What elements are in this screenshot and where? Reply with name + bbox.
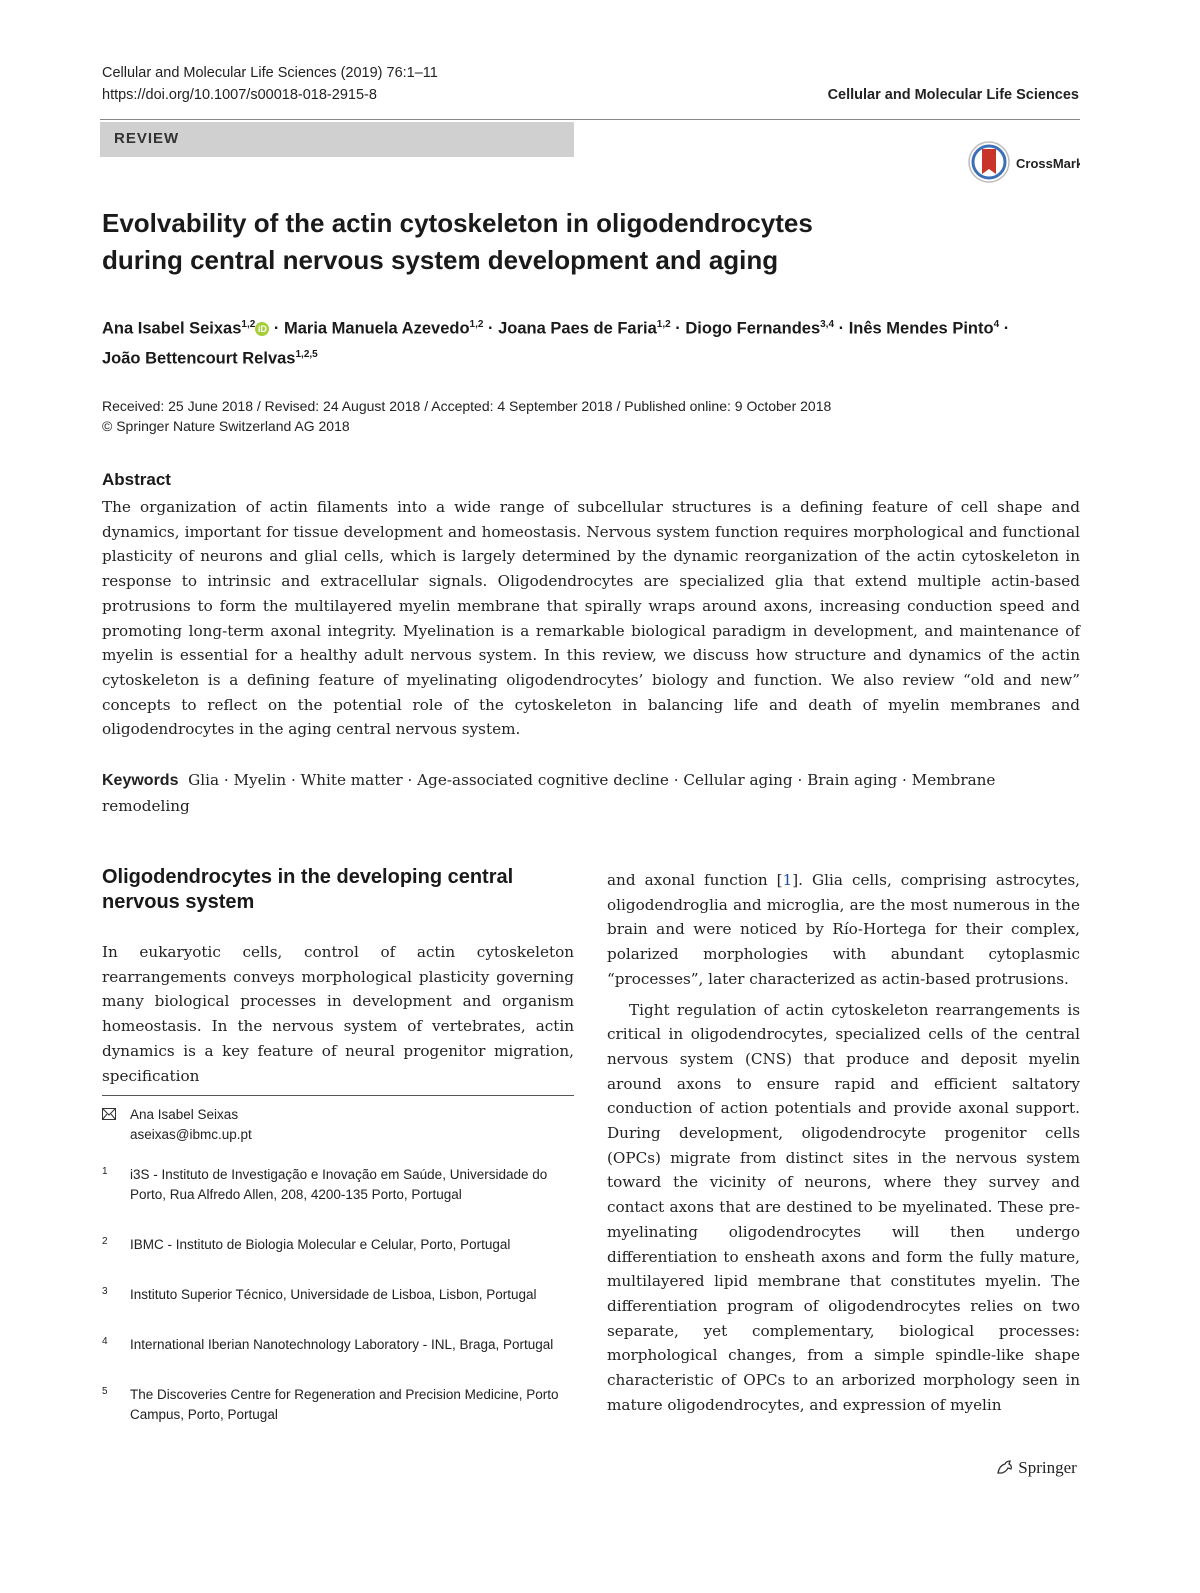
abstract-body: The organization of actin filaments into a wide range of subcellular structures is a defining feature of cell shape and dynamics, important for tissue development and homeostasis. Nervous system function requires morphological and functional plasticity of neurons and glial cells, which is largely determined by the dynamic reorganization of the actin cytoskeleton in response to intrinsic and extracellular signals. Oligodendrocytes are specialized glia that extend multiple actin-based protrusions to form the multilayered myelin membrane that spirally wraps around axons, increasing conduction speed and promoting long-term axonal integrity. Myelination is a remarkable biological paradigm in development, and maintenance of myelin is essential for a healthy adult nervous system. In this review, we discuss how structure and dynamics of the actin cytoskeleton is a defining feature of myelinating oligodendrocytes’ biology and function. We also review “old and new” concepts to reflect on the potential role of the cytoskeleton in balancing life and death of myelin membranes and oligodendrocytes in the aging central nervous system. [102, 498, 1080, 739]
section-heading: Oligodendrocytes in the developing central nervous system [102, 866, 514, 913]
paragraph: Tight regulation of actin cytoskeleton rearrangements is critical in oligodendrocytes, specialized cells of the central nervous system (CNS) that produce and deposit myelin around axons to ensure rapid and efficient saltatory conduction of action potentials and provide axonal support. During development, oligodendrocyte progenitor cells (OPCs) migrate from distinct sites in the nervous system toward the vicinity of neurons, where they survey and contact axons that are destined to be myelinated. These pre-myelinating oligodendrocytes will then undergo differentiation to ensheath axons and form the fully mature, multilayered lipid membrane that constitutes myelin. The differentiation program of oligodendrocytes relies on two separate, yet complementary, biological processes: morphological changes, from a simple spindle-like shape characteristic of OPCs to an arborized morphology seen in mature oligodendrocytes, and expression of myelin [607, 1000, 1080, 1414]
springer-horse-icon [996, 1459, 1014, 1475]
journal-citation: Cellular and Molecular Life Sciences (2019) 76:1–11 [102, 65, 438, 81]
header-rule [100, 119, 1080, 120]
crossmark-icon [968, 141, 1080, 183]
left-column-text [102, 940, 574, 1088]
envelope-icon [102, 1106, 116, 1126]
journal-name: Cellular and Molecular Life Sciences [827, 87, 1079, 103]
affiliation-text: IBMC - Instituto de Biologia Molecular e Celular, Porto, Portugal [130, 1237, 511, 1252]
author-affiliation-ref: 4 [993, 319, 1000, 330]
author-affiliation-ref: 3,4 [820, 319, 835, 330]
affiliation-number: 4 [102, 1336, 108, 1347]
affiliation-text: The Discoveries Centre for Regeneration and Precision Medicine, Porto Campus, Porto, Portugal [130, 1387, 559, 1422]
affiliation-text: Instituto Superior Técnico, Universidade de Lisboa, Lisbon, Portugal [130, 1287, 537, 1302]
right-column-text [607, 868, 1080, 1417]
article-title [102, 205, 1002, 279]
article-history [102, 396, 831, 436]
history-dates: Received: 25 June 2018 / Revised: 24 August 2018 / Accepted: 4 September 2018 / Published online: 9 October 2018 [102, 398, 832, 414]
author-affiliation-ref: 1,2 [469, 319, 484, 330]
paragraph-text: ]. Glia cells, comprising astrocytes, oligodendroglia and microglia, are the most numerous in the brain and were noticed by Río-Hortega for their complex, polarized morphologies with abundant cytoplasmic “processes”, later characterized as actin-based protrusions. [607, 871, 1081, 988]
affiliation-text: International Iberian Nanotechnology Laboratory - INL, Braga, Portugal [130, 1337, 554, 1352]
footnote-rule [102, 1095, 574, 1096]
article-type-bar [100, 122, 574, 157]
author-name[interactable]: Inês Mendes Pinto [848, 319, 994, 338]
copyright-line: © Springer Nature Switzerland AG 2018 [102, 418, 350, 434]
publisher-name: Springer [1018, 1458, 1077, 1477]
paragraph-text: and axonal function [ [607, 871, 783, 889]
citation-link[interactable]: 1 [782, 871, 793, 889]
corresponding-email[interactable]: aseixas@ibmc.up.pt [130, 1127, 252, 1142]
affiliation-number: 1 [102, 1166, 108, 1177]
article-type-label: REVIEW [114, 130, 180, 147]
keywords-heading: Keywords [102, 772, 179, 789]
author-name[interactable]: Maria Manuela Azevedo [284, 319, 470, 338]
author-name[interactable]: Joana Paes de Faria [498, 319, 657, 338]
author-name[interactable]: Diogo Fernandes [685, 319, 821, 338]
publisher-logo [996, 1458, 1077, 1478]
author-affiliation-ref: 1,2,5 [295, 348, 318, 360]
paragraph: In eukaryotic cells, control of actin cytoskeleton rearrangements conveys morphological plasticity governing many biological processes in development and organism homeostasis. In the nervous system of vertebrates, actin dynamics is a key feature of neural progenitor migration, specification [102, 943, 574, 1085]
author-name[interactable]: João Bettencourt Relvas [102, 349, 296, 367]
doi-link[interactable]: https://doi.org/10.1007/s00018-018-2915-8 [102, 87, 377, 103]
paragraph [607, 868, 1080, 992]
keywords-list: Glia · Myelin · White matter · Age-associated cognitive decline · Cellular aging · Brain aging · Membrane remodeling [102, 771, 996, 815]
corresponding-author [130, 1105, 570, 1145]
orcid-icon[interactable]: iD [255, 322, 269, 336]
author-affiliation-ref: 1,2 [656, 319, 671, 330]
affiliation-text: i3S - Instituto de Investigação e Inovação em Saúde, Universidade do Porto, Rua Alfredo Allen, 208, 4200-135 Porto, Portugal [130, 1167, 548, 1202]
author-affiliation-ref: 1,2 [241, 319, 256, 330]
crossmark-badge[interactable] [968, 141, 1080, 183]
affiliation-number: 5 [102, 1386, 108, 1397]
title-line-2: during central nervous system development and aging [102, 245, 779, 275]
author-name[interactable]: Ana Isabel Seixas [102, 319, 242, 338]
affiliation-number: 2 [102, 1236, 108, 1247]
crossmark-text: CrossMark [1016, 156, 1080, 171]
author-list: Ana Isabel Seixas$^{1,2}$ iD · Maria Manuela Azevedo$^{1,2}$ · Joana Paes de Faria$^{1,2}$ · Diogo Fernandes$^{3,4}$ · Inês Mendes Pinto$^4$ · João Bettencourt Relvas$^{1,2,5}$ [102, 319, 1010, 367]
corresponding-name: Ana Isabel Seixas [130, 1107, 239, 1122]
title-line-1: Evolvability of the actin cytoskeleton in oligodendrocytes [102, 208, 813, 238]
affiliation-number: 3 [102, 1286, 108, 1297]
journal-meta [102, 62, 438, 106]
abstract-heading: Abstract [102, 470, 171, 489]
keywords [102, 768, 1080, 818]
